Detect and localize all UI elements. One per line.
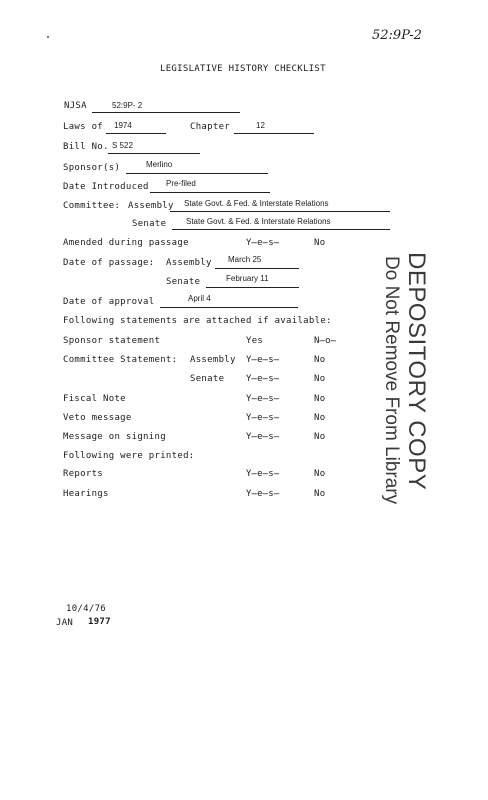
statement-yes: Y̶e̶s̶ <box>246 355 280 365</box>
chapter-value: 12 <box>256 121 265 130</box>
date-of-passage-label: Date of passage: <box>63 258 155 268</box>
committee-assembly-label: Assembly <box>128 201 174 211</box>
njsa-label: NJSA <box>64 101 87 111</box>
committee-senate-label: Senate <box>132 219 167 229</box>
printed-label: Hearings <box>63 489 109 499</box>
statement-label: Message on signing <box>63 432 166 442</box>
statement-yes: Y̶e̶s̶ <box>246 413 280 423</box>
amended-yes: Y̶e̶s̶ <box>246 238 280 248</box>
passage-assembly-value: March 25 <box>228 255 262 264</box>
page-title: LEGISLATIVE HISTORY CHECKLIST <box>160 64 326 74</box>
statement-yes: Y̶e̶s̶ <box>246 374 280 384</box>
bill-no-value: S 522 <box>112 141 133 150</box>
statement-no: No <box>314 394 326 404</box>
committee-assembly-value: State Govt. & Fed. & Interstate Relations <box>184 199 329 208</box>
printed-yes: Y̶e̶s̶ <box>246 489 280 499</box>
printed-no: No <box>314 489 326 499</box>
stamp-line-1: DEPOSITORY COPY <box>403 252 430 491</box>
statement-label: Sponsor statement <box>63 336 161 346</box>
statement-no: No <box>314 374 326 384</box>
printed-heading: Following were printed: <box>63 451 195 461</box>
statement-label: Veto message <box>63 413 132 423</box>
statement-label: Fiscal Note <box>63 394 126 404</box>
statement-no: No <box>314 413 326 423</box>
statement-label: Committee Statement: <box>63 355 178 365</box>
statement-yes: Y̶e̶s̶ <box>246 394 280 404</box>
statement-sub-label: Assembly <box>190 355 236 365</box>
sponsors-value: Merlino <box>146 160 173 169</box>
njsa-value: 52:9P- 2 <box>112 101 143 110</box>
footer-year: 1977 <box>88 617 111 627</box>
footer-date: 10/4/76 <box>66 604 107 614</box>
statement-no: No <box>314 432 326 442</box>
stamp-line-2: Do Not Remove From Library <box>381 256 402 505</box>
chapter-line <box>234 122 314 134</box>
committee-label: Committee: <box>63 201 121 211</box>
date-introduced-label: Date Introduced <box>63 182 149 192</box>
attached-heading: Following statements are attached if available: <box>63 316 332 326</box>
passage-senate-label: Senate <box>166 277 201 287</box>
printed-label: Reports <box>63 469 104 479</box>
depository-stamp <box>356 252 430 505</box>
corner-handwritten-note: 52:9P-2 <box>372 28 422 43</box>
printed-no: No <box>314 469 326 479</box>
speck <box>47 36 49 38</box>
amended-label: Amended during passage <box>63 238 189 248</box>
date-introduced-value: Pre-filed <box>166 179 196 188</box>
statement-no: N̶o̶ <box>314 336 337 346</box>
bill-no-label: Bill No. <box>63 142 109 152</box>
chapter-label: Chapter <box>190 122 231 132</box>
statement-sub-label: Senate <box>190 374 225 384</box>
statement-no: No <box>314 355 326 365</box>
committee-senate-value: State Govt. & Fed. & Interstate Relations <box>186 217 331 226</box>
statement-yes: Y̶e̶s̶ <box>246 432 280 442</box>
date-of-approval-label: Date of approval <box>63 297 155 307</box>
laws-of-label: Laws of <box>63 122 104 132</box>
footer-month: JAN <box>56 618 74 628</box>
sponsors-label: Sponsor(s) <box>63 163 121 173</box>
laws-of-value: 1974 <box>114 121 132 130</box>
printed-yes: Y̶e̶s̶ <box>246 469 280 479</box>
date-of-approval-value: April 4 <box>188 294 211 303</box>
amended-no: No <box>314 238 326 248</box>
statement-yes: Yes <box>246 336 264 346</box>
passage-assembly-label: Assembly <box>166 258 212 268</box>
date-of-approval-line <box>160 296 298 308</box>
passage-senate-value: February 11 <box>226 274 269 283</box>
